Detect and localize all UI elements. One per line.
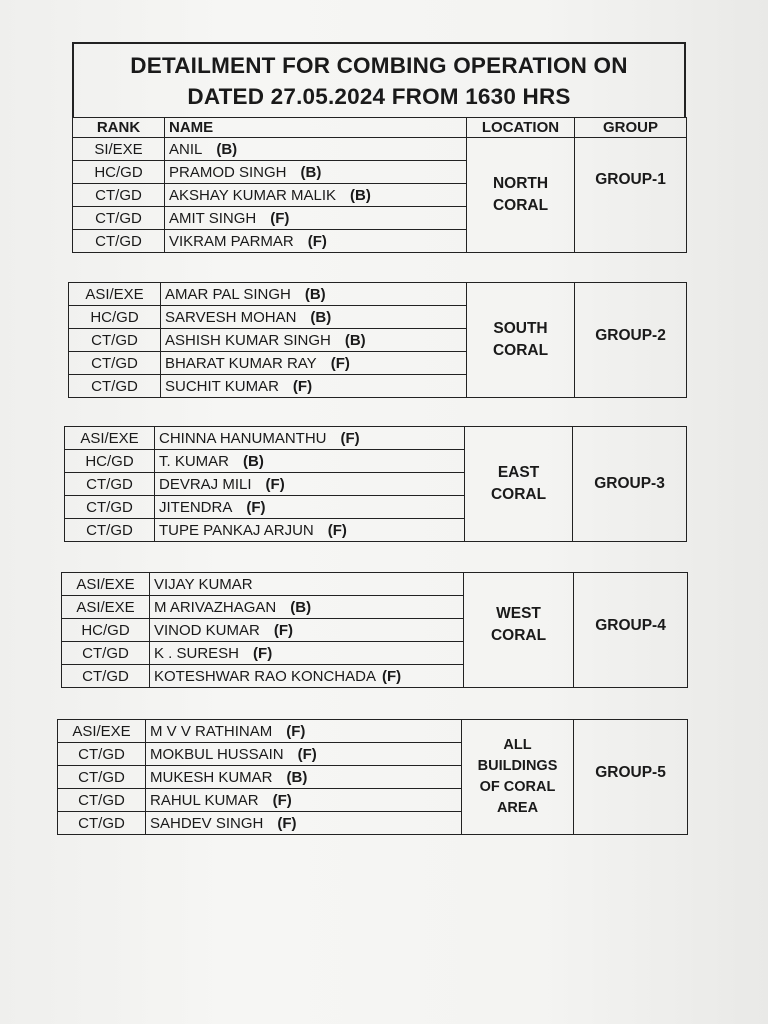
member-tag: (F) xyxy=(340,429,360,447)
table-row xyxy=(73,138,687,161)
member-tag: (F) xyxy=(265,475,285,493)
member-name: KOTESHWAR RAO KONCHADA xyxy=(154,667,376,685)
rank-cell: CT/GD xyxy=(69,352,161,375)
location-cell: NORTH CORAL xyxy=(467,138,575,253)
name-cell xyxy=(155,473,465,496)
member-tag: (F) xyxy=(246,498,266,516)
name-cell xyxy=(150,619,464,642)
title-line-2: DATED 27.05.2024 FROM 1630 HRS xyxy=(187,84,571,109)
name-cell xyxy=(165,207,467,230)
member-tag: (F) xyxy=(272,791,292,809)
rank-cell: CT/GD xyxy=(65,496,155,519)
member-name: T. KUMAR xyxy=(159,452,230,470)
name-cell xyxy=(150,573,464,596)
group-5-table xyxy=(57,719,688,835)
rank-cell: CT/GD xyxy=(62,642,150,665)
member-name: M V V RATHINAM xyxy=(150,722,273,740)
member-tag: (B) xyxy=(286,768,308,786)
table-row xyxy=(65,427,687,450)
rank-cell: ASI/EXE xyxy=(65,427,155,450)
name-cell xyxy=(150,596,464,619)
group-cell: GROUP-5 xyxy=(574,720,688,835)
member-tag: (F) xyxy=(277,814,297,832)
group-header: GROUP xyxy=(575,118,687,138)
member-tag: (B) xyxy=(310,308,332,326)
member-name: ASHISH KUMAR SINGH xyxy=(165,331,331,349)
rank-cell: ASI/EXE xyxy=(62,596,150,619)
member-name: ANIL xyxy=(169,140,203,158)
rank-cell: CT/GD xyxy=(69,375,161,398)
group-cell: GROUP-4 xyxy=(574,573,688,688)
rank-cell: CT/GD xyxy=(58,789,146,812)
member-name: VIKRAM PARMAR xyxy=(169,232,294,250)
name-cell xyxy=(165,184,467,207)
location-cell: WEST CORAL xyxy=(464,573,574,688)
member-name: SARVESH MOHAN xyxy=(165,308,297,326)
rank-cell: ASI/EXE xyxy=(58,720,146,743)
member-name: SUCHIT KUMAR xyxy=(165,377,279,395)
rank-cell: SI/EXE xyxy=(73,138,165,161)
name-cell xyxy=(161,375,467,398)
member-name: VINOD KUMAR xyxy=(154,621,260,639)
name-cell xyxy=(161,329,467,352)
rank-cell: ASI/EXE xyxy=(69,283,161,306)
member-name: RAHUL KUMAR xyxy=(150,791,259,809)
name-cell xyxy=(165,230,467,253)
document-title xyxy=(72,42,686,118)
member-tag: (F) xyxy=(253,644,273,662)
rank-cell: ASI/EXE xyxy=(62,573,150,596)
member-tag: (F) xyxy=(273,621,293,639)
member-tag: (F) xyxy=(381,667,402,685)
member-name: TUPE PANKAJ ARJUN xyxy=(159,521,314,539)
rank-cell: CT/GD xyxy=(65,473,155,496)
member-tag: (F) xyxy=(327,521,347,539)
member-tag: (B) xyxy=(300,163,322,181)
rank-cell: CT/GD xyxy=(73,230,165,253)
table-row xyxy=(62,573,688,596)
table-row xyxy=(69,283,687,306)
rank-cell: HC/GD xyxy=(69,306,161,329)
member-name: PRAMOD SINGH xyxy=(169,163,287,181)
name-cell xyxy=(161,283,467,306)
name-cell xyxy=(155,450,465,473)
title-line-1: DETAILMENT FOR COMBING OPERATION ON xyxy=(130,53,628,78)
group-cell: GROUP-1 xyxy=(575,138,687,253)
name-cell xyxy=(146,766,462,789)
group-4-table xyxy=(61,572,688,688)
rank-cell: CT/GD xyxy=(73,207,165,230)
name-cell xyxy=(150,642,464,665)
name-cell xyxy=(161,306,467,329)
name-cell xyxy=(155,496,465,519)
member-name: VIJAY KUMAR xyxy=(154,575,253,593)
member-name: AKSHAY KUMAR MALIK xyxy=(169,186,336,204)
member-name: CHINNA HANUMANTHU xyxy=(159,429,327,447)
member-name: DEVRAJ MILI xyxy=(159,475,252,493)
member-tag: (B) xyxy=(304,285,326,303)
member-tag: (B) xyxy=(344,331,366,349)
group-3-table xyxy=(64,426,687,542)
rank-cell: CT/GD xyxy=(65,519,155,542)
name-cell xyxy=(146,789,462,812)
member-tag: (B) xyxy=(290,598,312,616)
rank-cell: CT/GD xyxy=(58,766,146,789)
member-name: MOKBUL HUSSAIN xyxy=(150,745,284,763)
rank-cell: CT/GD xyxy=(58,743,146,766)
member-tag: (F) xyxy=(270,209,290,227)
location-cell: EAST CORAL xyxy=(465,427,573,542)
rank-cell: CT/GD xyxy=(58,812,146,835)
name-cell xyxy=(146,743,462,766)
name-header: NAME xyxy=(165,118,467,138)
rank-cell: CT/GD xyxy=(73,184,165,207)
member-tag: (B) xyxy=(350,186,371,204)
member-tag: (B) xyxy=(216,140,238,158)
member-name: JITENDRA xyxy=(159,498,233,516)
member-name: MUKESH KUMAR xyxy=(150,768,273,786)
member-tag: (F) xyxy=(330,354,350,372)
member-name: BHARAT KUMAR RAY xyxy=(165,354,317,372)
group-1-table xyxy=(72,117,687,253)
member-tag: (F) xyxy=(307,232,327,250)
name-cell xyxy=(155,427,465,450)
rank-cell: HC/GD xyxy=(62,619,150,642)
rank-cell: CT/GD xyxy=(62,665,150,688)
name-cell xyxy=(146,720,462,743)
header-row xyxy=(73,118,687,138)
location-cell: SOUTH CORAL xyxy=(467,283,575,398)
rank-cell: HC/GD xyxy=(73,161,165,184)
group-2-table xyxy=(68,282,687,398)
member-tag: (B) xyxy=(243,452,264,470)
location-header: LOCATION xyxy=(467,118,575,138)
location-cell: ALL BUILDINGS OF CORAL AREA xyxy=(462,720,574,835)
name-cell xyxy=(165,161,467,184)
name-cell xyxy=(165,138,467,161)
name-cell xyxy=(146,812,462,835)
member-tag: (F) xyxy=(286,722,306,740)
member-name: SAHDEV SINGH xyxy=(150,814,264,832)
name-cell xyxy=(150,665,464,688)
rank-cell: CT/GD xyxy=(69,329,161,352)
rank-cell: HC/GD xyxy=(65,450,155,473)
member-name: AMAR PAL SINGH xyxy=(165,285,291,303)
table-row xyxy=(58,720,688,743)
member-name: M ARIVAZHAGAN xyxy=(154,598,277,616)
member-name: K . SURESH xyxy=(154,644,240,662)
rank-header: RANK xyxy=(73,118,165,138)
group-cell: GROUP-3 xyxy=(573,427,687,542)
member-tag: (F) xyxy=(292,377,313,395)
name-cell xyxy=(161,352,467,375)
member-name: AMIT SINGH xyxy=(169,209,257,227)
name-cell xyxy=(155,519,465,542)
member-tag: (F) xyxy=(297,745,317,763)
group-cell: GROUP-2 xyxy=(575,283,687,398)
